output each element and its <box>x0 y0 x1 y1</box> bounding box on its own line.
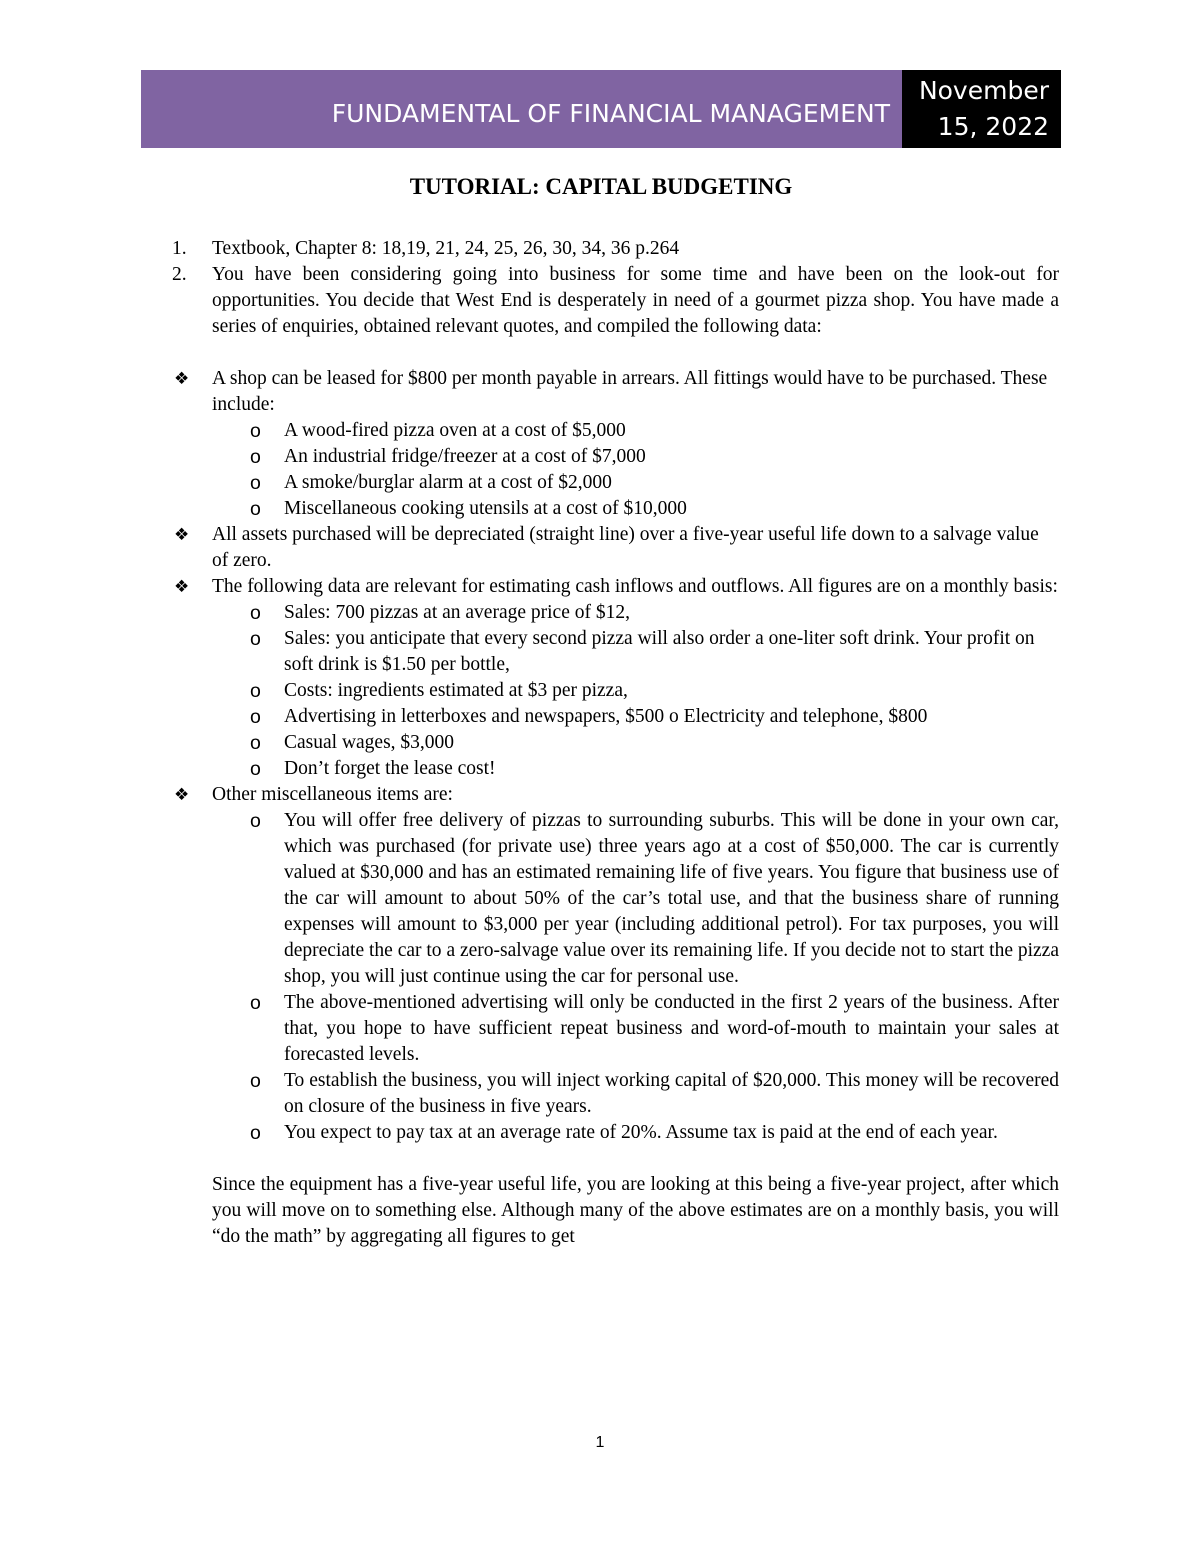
sub-item <box>250 600 1059 626</box>
sub-item-text: Sales: 700 pizzas at an average price of $12, <box>284 602 630 623</box>
item-number: 1. <box>172 238 187 259</box>
page-number: 1 <box>595 1434 605 1451</box>
sub-list <box>212 600 1059 782</box>
numbered-item <box>172 262 1059 340</box>
sub-item <box>250 418 1059 444</box>
sub-item <box>250 496 1059 522</box>
date-line-1: November <box>918 76 1049 105</box>
sub-item-text: A wood-fired pizza oven at a cost of $5,000 <box>284 420 626 441</box>
bullet-item-misc <box>172 782 1059 1146</box>
page-header <box>141 70 1061 148</box>
sub-item <box>250 730 1059 756</box>
circle-bullet-icon: o <box>250 758 261 780</box>
sub-item <box>250 1120 1059 1146</box>
header-date <box>902 70 1061 148</box>
numbered-item <box>172 236 1059 262</box>
diamond-bullet-icon: ❖ <box>174 577 190 597</box>
document-title: TUTORIAL: CAPITAL BUDGETING <box>409 174 793 199</box>
sub-item <box>250 678 1059 704</box>
numbered-list <box>172 236 1059 340</box>
sub-item-text: Advertising in letterboxes and newspapers, $500 o Electricity and telephone, $800 <box>284 706 928 727</box>
bullet-item-depreciation <box>172 522 1059 574</box>
circle-bullet-icon: o <box>250 680 261 702</box>
spacer <box>172 340 1059 366</box>
bullet-text: All assets purchased will be depreciated (straight line) over a five-year useful life down to a salvage value of zero. <box>212 524 1039 571</box>
spacer <box>172 1146 1059 1172</box>
sub-item-text: An industrial fridge/freezer at a cost of $7,000 <box>284 446 646 467</box>
sub-list <box>212 808 1059 1146</box>
diamond-bullet-icon: ❖ <box>174 525 190 545</box>
circle-bullet-icon: o <box>250 628 261 650</box>
circle-bullet-icon: o <box>250 810 261 832</box>
bullet-text: A shop can be leased for $800 per month payable in arrears. All fittings would have to be purchased. These include: <box>212 368 1048 415</box>
sub-list <box>212 418 1059 522</box>
sub-item <box>250 626 1059 678</box>
sub-item-text: Don’t forget the lease cost! <box>284 758 496 779</box>
sub-item <box>250 808 1059 990</box>
sub-item-text: Casual wages, $3,000 <box>284 732 455 753</box>
diamond-bullet-icon: ❖ <box>174 785 190 805</box>
circle-bullet-icon: o <box>250 602 261 624</box>
circle-bullet-icon: o <box>250 498 261 520</box>
circle-bullet-icon: o <box>250 992 261 1014</box>
bullet-item-cashflows <box>172 574 1059 782</box>
circle-bullet-icon: o <box>250 472 261 494</box>
circle-bullet-icon: o <box>250 732 261 754</box>
sub-item-text: The above-mentioned advertising will only be conducted in the first 2 years of the business. After that, you hope to have sufficient repeat business and word-of-mouth to maintain your sales at forecasted levels. <box>284 992 1059 1065</box>
circle-bullet-icon: o <box>250 1070 261 1092</box>
sub-item-text: A smoke/burglar alarm at a cost of $2,000 <box>284 472 612 493</box>
course-title: FUNDAMENTAL OF FINANCIAL MANAGEMENT <box>141 70 902 148</box>
diamond-bullet-icon: ❖ <box>174 369 190 389</box>
closing-paragraph: Since the equipment has a five-year useful life, you are looking at this being a five-year project, after which you will move on to something else. Although many of the above estimates are on a monthly basis, you will “do the math” by aggregating all figures to get <box>212 1174 1059 1247</box>
item-number: 2. <box>172 264 187 285</box>
bullet-text: Other miscellaneous items are: <box>212 784 453 805</box>
sub-item-text: Sales: you anticipate that every second pizza will also order a one-liter soft drink. Your profit on soft drink is $1.50 per bottle, <box>284 628 1035 675</box>
bullet-list <box>172 366 1059 1146</box>
sub-item <box>250 756 1059 782</box>
bullet-text: The following data are relevant for estimating cash inflows and outflows. All figures are on a monthly basis: <box>212 576 1058 597</box>
sub-item-text: To establish the business, you will inject working capital of $20,000. This money will be recovered on closure of the business in five years. <box>284 1070 1059 1117</box>
circle-bullet-icon: o <box>250 706 261 728</box>
sub-item <box>250 990 1059 1068</box>
circle-bullet-icon: o <box>250 420 261 442</box>
date-line-2: 15, 2022 <box>937 112 1049 141</box>
sub-item-text: You will offer free delivery of pizzas to surrounding suburbs. This will be done in your own car, which was purchased (for private use) three years ago at a cost of $50,000. The car is currently valued at $30,000 and has an estimated remaining life of five years. You figure that business use of the car will amount to about 50% of the car’s total use, and that the business share of running expenses will amount to $3,000 per year (including additional petrol). For tax purposes, you will depreciate the car to a zero-salvage value over its remaining life. If you decide not to start the pizza shop, you will just continue using the car for personal use. <box>284 810 1059 987</box>
sub-item <box>250 444 1059 470</box>
circle-bullet-icon: o <box>250 446 261 468</box>
item-text: You have been considering going into business for some time and have been on the look-out for opportunities. You decide that West End is desperately in need of a gourmet pizza shop. You have made a series of enquiries, obtained relevant quotes, and compiled the following data: <box>212 264 1059 337</box>
document-body <box>172 236 1059 1250</box>
sub-item <box>250 704 1059 730</box>
sub-item-text: Costs: ingredients estimated at $3 per pizza, <box>284 680 628 701</box>
item-text: Textbook, Chapter 8: 18,19, 21, 24, 25, 26, 30, 34, 36 p.264 <box>212 238 680 259</box>
bullet-item-lease <box>172 366 1059 522</box>
sub-item-text: You expect to pay tax at an average rate of 20%. Assume tax is paid at the end of each year. <box>284 1122 998 1143</box>
circle-bullet-icon: o <box>250 1122 261 1144</box>
sub-item <box>250 470 1059 496</box>
sub-item-text: Miscellaneous cooking utensils at a cost of $10,000 <box>284 498 687 519</box>
sub-item <box>250 1068 1059 1120</box>
